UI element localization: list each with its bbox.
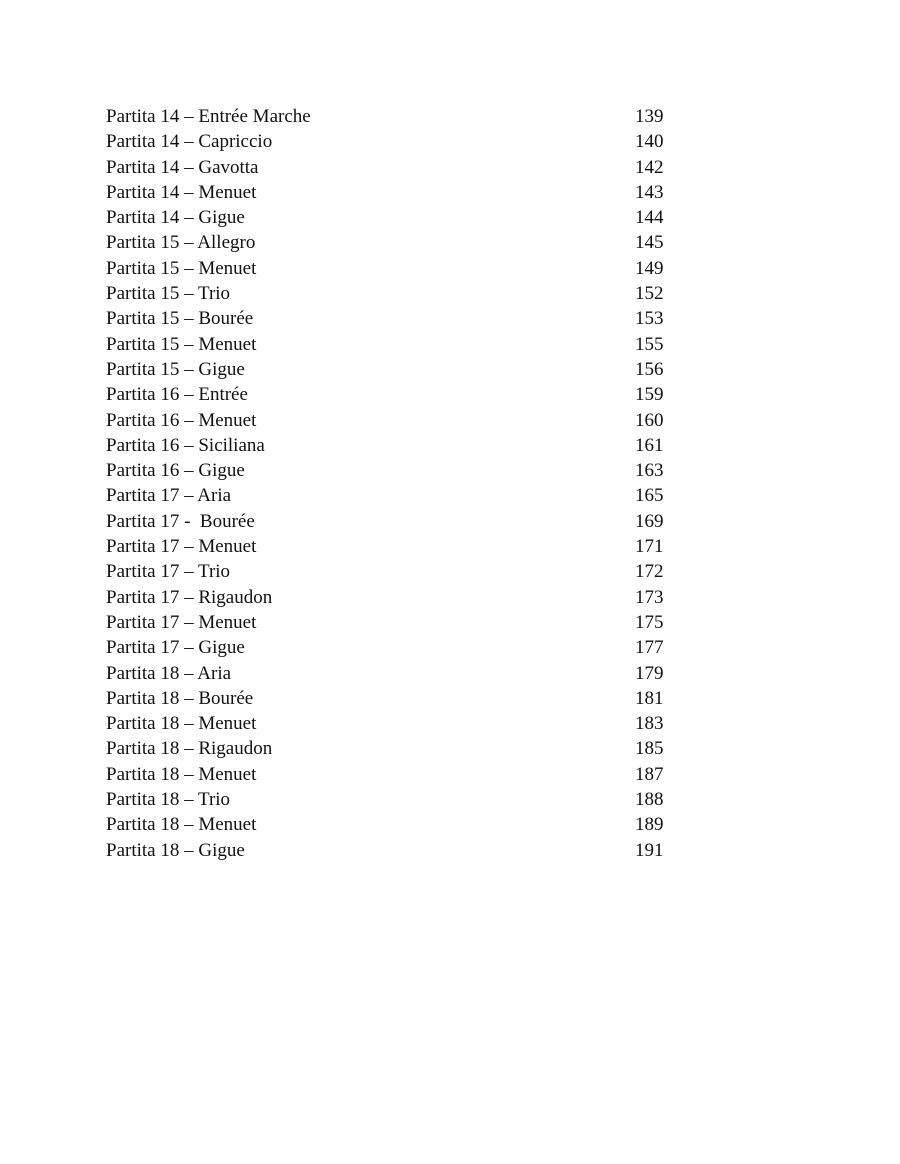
toc-entry-page-number: 173 <box>635 586 664 608</box>
toc-entry-page-number: 189 <box>635 814 664 836</box>
toc-entry <box>106 357 676 382</box>
toc-entry-title: Partita 15 – Bourée <box>106 308 254 330</box>
toc-entry <box>106 129 676 154</box>
toc-entry-title: Partita 15 – Menuet <box>106 333 257 355</box>
toc-entry <box>106 635 676 660</box>
toc-entry-title: Partita 17 – Trio <box>106 561 231 583</box>
toc-entry-page-number: 153 <box>635 308 664 330</box>
toc-entry <box>106 433 676 458</box>
toc-entry-page-number: 160 <box>635 409 664 431</box>
toc-entry-page-number: 191 <box>635 839 664 861</box>
toc-entry <box>106 661 676 686</box>
toc-entry <box>106 812 676 837</box>
toc-entry <box>106 256 676 281</box>
toc-entry-title: Partita 15 – Gigue <box>106 358 245 380</box>
toc-entry-page-number: 175 <box>635 611 664 633</box>
toc-entry-title: Partita 14 – Gavotta <box>106 156 259 178</box>
toc-entry-title: Partita 18 – Menuet <box>106 763 257 785</box>
toc-entry-title: Partita 18 – Menuet <box>106 814 257 836</box>
toc-entry-page-number: 181 <box>635 687 664 709</box>
toc-entry <box>106 559 676 584</box>
toc-entry-title: Partita 17 – Menuet <box>106 536 257 558</box>
toc-entry <box>106 534 676 559</box>
toc-entry <box>106 838 676 863</box>
toc-entry-page-number: 183 <box>635 713 664 735</box>
toc-entry-title: Partita 17 - Bourée <box>106 510 255 532</box>
toc-entry-title: Partita 14 – Menuet <box>106 181 257 203</box>
toc-entry <box>106 332 676 357</box>
toc-entry-page-number: 159 <box>635 384 664 406</box>
toc-entry-page-number: 161 <box>635 434 664 456</box>
toc-entry <box>106 509 676 534</box>
toc-entry-page-number: 187 <box>635 763 664 785</box>
toc-entry-page-number: 152 <box>635 283 664 305</box>
toc-entry-title: Partita 16 – Gigue <box>106 460 245 482</box>
toc-entry <box>106 180 676 205</box>
toc-entry-page-number: 143 <box>635 181 664 203</box>
toc-entry-page-number: 177 <box>635 637 664 659</box>
toc-entry-title: Partita 17 – Gigue <box>106 637 245 659</box>
toc-entry <box>106 382 676 407</box>
toc-entry <box>106 306 676 331</box>
toc-entry-title: Partita 18 – Menuet <box>106 713 257 735</box>
toc-entry <box>106 711 676 736</box>
toc-entry <box>106 762 676 787</box>
toc-entry <box>106 281 676 306</box>
toc-entry-page-number: 188 <box>635 789 664 811</box>
toc-entry-title: Partita 18 – Gigue <box>106 839 245 861</box>
toc-entry-page-number: 171 <box>635 536 664 558</box>
toc-entry-page-number: 156 <box>635 358 664 380</box>
toc-entry-title: Partita 17 – Menuet <box>106 611 257 633</box>
toc-entry <box>106 483 676 508</box>
toc-entry-page-number: 149 <box>635 257 664 279</box>
toc-entry <box>106 458 676 483</box>
toc-entry-title: Partita 14 – Entrée Marche <box>106 106 311 127</box>
toc-entry-title: Partita 18 – Bourée <box>106 687 254 709</box>
toc-entry-title: Partita 18 – Aria <box>106 662 232 684</box>
toc-entry-page-number: 165 <box>635 485 664 507</box>
toc-entry-title: Partita 14 – Capriccio <box>106 131 273 153</box>
toc-entry-title: Partita 16 – Siciliana <box>106 434 265 456</box>
toc-entry-title: Partita 17 – Rigaudon <box>106 586 273 608</box>
toc-entry-page-number: 140 <box>635 131 664 153</box>
toc-entry-page-number: 172 <box>635 561 664 583</box>
toc-entry <box>106 104 676 129</box>
toc-entry <box>106 155 676 180</box>
toc-entry-page-number: 179 <box>635 662 664 684</box>
table-of-contents <box>106 104 676 863</box>
toc-entry <box>106 610 676 635</box>
toc-entry-title: Partita 16 – Entrée <box>106 384 248 406</box>
toc-entry <box>106 408 676 433</box>
toc-entry-page-number: 142 <box>635 156 664 178</box>
toc-entry-page-number: 139 <box>635 106 664 127</box>
toc-entry <box>106 230 676 255</box>
toc-entry-title: Partita 15 – Allegro <box>106 232 256 254</box>
toc-entry-page-number: 185 <box>635 738 664 760</box>
toc-entry-title: Partita 16 – Menuet <box>106 409 257 431</box>
toc-entry <box>106 736 676 761</box>
toc-entry-title: Partita 15 – Trio <box>106 283 231 305</box>
toc-entry-title: Partita 14 – Gigue <box>106 207 245 229</box>
toc-entry-title: Partita 17 – Aria <box>106 485 232 507</box>
toc-entry <box>106 205 676 230</box>
toc-entry-page-number: 163 <box>635 460 664 482</box>
toc-entry-title: Partita 18 – Trio <box>106 789 231 811</box>
toc-entry <box>106 787 676 812</box>
toc-entry <box>106 686 676 711</box>
toc-entry <box>106 585 676 610</box>
toc-entry-title: Partita 15 – Menuet <box>106 257 257 279</box>
toc-entry-page-number: 169 <box>635 510 664 532</box>
toc-entry-page-number: 144 <box>635 207 664 229</box>
toc-entry-page-number: 145 <box>635 232 664 254</box>
toc-entry-page-number: 155 <box>635 333 664 355</box>
toc-entry-title: Partita 18 – Rigaudon <box>106 738 273 760</box>
